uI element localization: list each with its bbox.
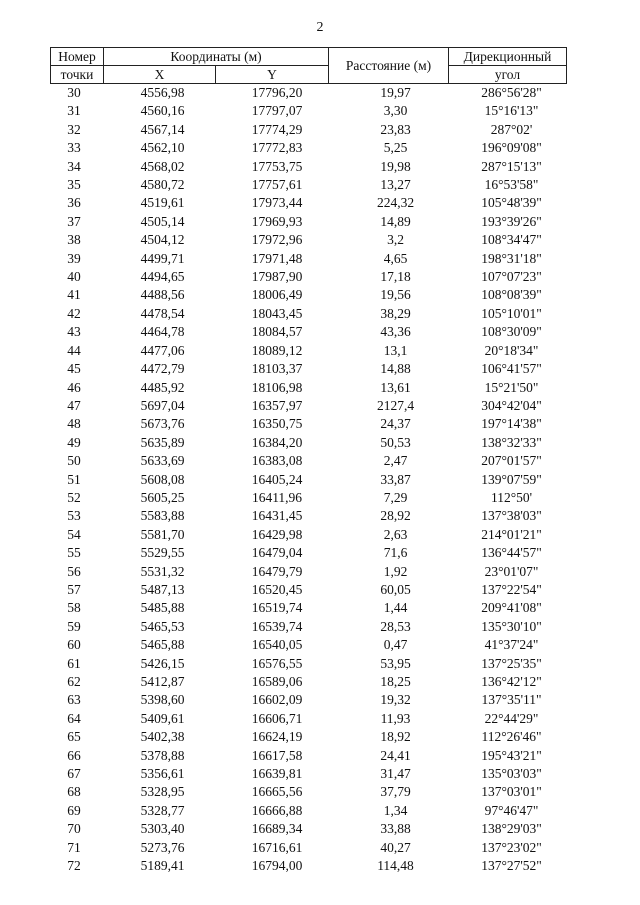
- point-number-cell: 41: [67, 287, 81, 303]
- point-number-cell: 33: [67, 140, 81, 156]
- distance-cell: 18,92: [380, 729, 411, 745]
- y-coordinate-cell: 17774,29: [251, 121, 303, 137]
- x-coordinate-cell: 4505,14: [140, 213, 185, 229]
- angle-cell: 137°03'01": [481, 784, 542, 800]
- header-point-number-top: Номер: [58, 49, 96, 64]
- angle-cell: 112°50': [490, 489, 533, 505]
- angle-cell: 304°42'04": [481, 397, 542, 413]
- x-coordinate-cell: 5581,70: [140, 526, 185, 542]
- point-number-cell: 54: [67, 526, 81, 542]
- distance-cell: 33,88: [380, 821, 411, 837]
- y-coordinate-cell: 17969,93: [251, 213, 303, 229]
- table-row: [51, 857, 567, 875]
- table-body: [51, 84, 567, 876]
- point-number-cell: 68: [67, 784, 81, 800]
- y-coordinate-cell: 18089,12: [251, 342, 303, 358]
- point-number-cell: 46: [67, 379, 81, 395]
- point-number-cell: 63: [67, 692, 81, 708]
- table-row: [51, 415, 567, 433]
- point-number-cell: 69: [67, 802, 81, 818]
- y-coordinate-cell: 16405,24: [251, 471, 303, 487]
- x-coordinate-cell: 4562,10: [140, 140, 185, 156]
- header-coordinates: Координаты (м): [104, 48, 329, 66]
- distance-cell: 40,27: [380, 839, 411, 855]
- point-number-cell: 62: [67, 674, 81, 689]
- angle-cell: 22°44'29": [484, 710, 539, 726]
- distance-cell: 7,29: [383, 489, 408, 505]
- x-coordinate-cell: 4560,16: [140, 103, 185, 119]
- x-coordinate-cell: 5378,88: [140, 747, 185, 763]
- point-number-cell: 32: [67, 121, 81, 137]
- point-number-cell: 47: [67, 397, 81, 413]
- angle-cell: 138°32'33": [481, 434, 542, 450]
- x-coordinate-cell: 5328,95: [140, 784, 185, 800]
- y-coordinate-cell: 16794,00: [251, 858, 303, 874]
- y-coordinate-cell: 17971,48: [251, 250, 303, 266]
- angle-cell: 137°27'52": [481, 858, 542, 874]
- point-number-cell: 35: [67, 177, 81, 193]
- distance-cell: 14,89: [380, 213, 411, 229]
- distance-cell: 43,36: [380, 324, 411, 340]
- angle-cell: 137°25'35": [481, 655, 542, 671]
- y-coordinate-cell: 16479,04: [251, 545, 303, 561]
- table-row: [51, 673, 567, 691]
- table-row: [51, 544, 567, 562]
- y-coordinate-cell: 16624,19: [251, 729, 303, 745]
- header-x: X: [104, 66, 216, 84]
- point-number-cell: 60: [67, 637, 81, 653]
- point-number-cell: 65: [67, 729, 81, 745]
- table-row: [51, 489, 567, 507]
- x-coordinate-cell: 4499,71: [140, 250, 185, 266]
- y-coordinate-cell: 16384,20: [251, 434, 303, 450]
- angle-cell: 15°16'13": [484, 103, 539, 119]
- x-coordinate-cell: 5529,55: [140, 545, 185, 561]
- table-row: [51, 507, 567, 525]
- angle-cell: 135°30'10": [481, 618, 542, 634]
- table-row: [51, 636, 567, 654]
- x-coordinate-cell: 4472,79: [140, 361, 185, 377]
- point-number-cell: 66: [67, 747, 81, 763]
- distance-cell: 0,47: [383, 637, 408, 653]
- x-coordinate-cell: 4567,14: [140, 121, 185, 137]
- distance-cell: 2,63: [383, 526, 408, 542]
- coordinates-table: [50, 47, 567, 875]
- point-number-cell: 44: [67, 342, 81, 358]
- x-coordinate-cell: 5608,08: [140, 471, 185, 487]
- table-row: [51, 158, 567, 176]
- angle-cell: 287°02': [490, 121, 533, 137]
- header-angle-bottom: угол: [449, 66, 567, 84]
- distance-cell: 1,92: [383, 563, 408, 579]
- table-row: [51, 581, 567, 599]
- x-coordinate-cell: 5402,38: [140, 729, 185, 745]
- y-coordinate-cell: 17753,75: [251, 158, 303, 174]
- distance-cell: 38,29: [380, 305, 411, 321]
- x-coordinate-cell: 5531,32: [140, 563, 185, 579]
- x-coordinate-cell: 5409,61: [140, 710, 185, 726]
- table-row: [51, 323, 567, 341]
- x-coordinate-cell: 5583,88: [140, 508, 185, 524]
- distance-cell: 1,44: [383, 600, 408, 616]
- y-coordinate-cell: 18043,45: [251, 305, 303, 321]
- y-coordinate-cell: 16429,98: [251, 526, 303, 542]
- y-coordinate-cell: 16539,74: [251, 618, 303, 634]
- distance-cell: 13,27: [380, 177, 411, 193]
- angle-cell: 16°53'58": [484, 177, 539, 193]
- y-coordinate-cell: 17987,90: [251, 269, 303, 285]
- angle-cell: 106°41'57": [481, 361, 542, 377]
- point-number-cell: 37: [67, 213, 81, 229]
- table-row: [51, 250, 567, 268]
- point-number-cell: 55: [67, 545, 81, 561]
- angle-cell: 196°09'08": [481, 140, 542, 156]
- y-coordinate-cell: 16357,97: [251, 397, 303, 413]
- distance-cell: 28,53: [380, 618, 411, 634]
- table-row: [51, 599, 567, 617]
- distance-cell: 13,61: [380, 379, 411, 395]
- y-coordinate-cell: 16411,96: [251, 489, 303, 505]
- y-coordinate-cell: 16665,56: [251, 784, 303, 800]
- table-row: [51, 231, 567, 249]
- angle-cell: 287°15'13": [481, 158, 542, 174]
- distance-cell: 33,87: [380, 471, 411, 487]
- y-coordinate-cell: 17797,07: [251, 103, 303, 119]
- header-distance: Расстояние (м): [329, 48, 449, 84]
- angle-cell: 193°39'26": [481, 213, 542, 229]
- header-angle-top: Дирекционный: [449, 48, 567, 66]
- angle-cell: 136°44'57": [481, 545, 542, 561]
- angle-cell: 137°38'03": [481, 508, 542, 524]
- point-number-cell: 43: [67, 324, 81, 340]
- x-coordinate-cell: 5635,89: [140, 434, 185, 450]
- angle-cell: 214°01'21": [481, 526, 542, 542]
- point-number-cell: 42: [67, 305, 81, 321]
- distance-cell: 13,1: [383, 342, 408, 358]
- point-number-cell: 71: [67, 839, 81, 855]
- distance-cell: 5,25: [383, 140, 408, 156]
- x-coordinate-cell: 5398,60: [140, 692, 185, 708]
- table-row: [51, 471, 567, 489]
- table-row: [51, 434, 567, 452]
- x-coordinate-cell: 5633,69: [140, 453, 185, 469]
- header-point-number-bottom: точки: [51, 66, 104, 84]
- x-coordinate-cell: 5426,15: [140, 655, 185, 671]
- table-row: [51, 526, 567, 544]
- x-coordinate-cell: 5465,53: [140, 618, 185, 634]
- distance-cell: 14,88: [380, 361, 411, 377]
- distance-cell: 3,30: [383, 103, 408, 119]
- table-row: [51, 691, 567, 709]
- table-row: [51, 102, 567, 120]
- x-coordinate-cell: 4580,72: [140, 177, 185, 193]
- angle-cell: 112°26'46": [481, 729, 542, 745]
- point-number-cell: 67: [67, 766, 81, 782]
- angle-cell: 137°22'54": [481, 581, 542, 597]
- distance-cell: 4,65: [383, 250, 408, 266]
- y-coordinate-cell: 17973,44: [251, 195, 303, 211]
- angle-cell: 97°46'47": [484, 802, 539, 818]
- angle-cell: 108°30'09": [481, 324, 542, 340]
- table-row: [51, 618, 567, 636]
- table-row: [51, 176, 567, 194]
- angle-cell: 20°18'34": [484, 342, 539, 358]
- point-number-cell: 53: [67, 508, 81, 524]
- distance-cell: 37,79: [380, 784, 411, 800]
- point-number-cell: 40: [67, 269, 81, 285]
- distance-cell: 2,47: [383, 453, 408, 469]
- distance-cell: 224,32: [376, 195, 415, 211]
- distance-cell: 2127,4: [376, 397, 415, 413]
- distance-cell: 71,6: [383, 545, 408, 561]
- x-coordinate-cell: 5673,76: [140, 416, 185, 432]
- x-coordinate-cell: 4488,56: [140, 287, 185, 303]
- angle-cell: 105°48'39": [481, 195, 542, 211]
- table-row: [51, 121, 567, 139]
- x-coordinate-cell: 4519,61: [140, 195, 185, 211]
- distance-cell: 19,32: [380, 692, 411, 708]
- table-row: [51, 139, 567, 157]
- angle-cell: 195°43'21": [481, 747, 542, 763]
- distance-cell: 24,37: [380, 416, 411, 432]
- distance-cell: 17,18: [380, 269, 411, 285]
- angle-cell: 137°23'02": [481, 839, 542, 855]
- distance-cell: 31,47: [380, 766, 411, 782]
- y-coordinate-cell: 16479,79: [251, 563, 303, 579]
- point-number-cell: 30: [67, 85, 81, 100]
- x-coordinate-cell: 4568,02: [140, 158, 185, 174]
- point-number-cell: 52: [67, 489, 81, 505]
- x-coordinate-cell: 4556,98: [140, 85, 185, 100]
- table-row: [51, 747, 567, 765]
- angle-cell: 136°42'12": [481, 674, 542, 689]
- page-number: 2: [316, 20, 324, 35]
- point-number-cell: 72: [67, 858, 81, 874]
- point-number-cell: 64: [67, 710, 81, 726]
- table-row: [51, 397, 567, 415]
- y-coordinate-cell: 16383,08: [251, 453, 303, 469]
- point-number-cell: 39: [67, 250, 81, 266]
- y-coordinate-cell: 16431,45: [251, 508, 303, 524]
- x-coordinate-cell: 5356,61: [140, 766, 185, 782]
- table-row: [51, 802, 567, 820]
- y-coordinate-cell: 16689,34: [251, 821, 303, 837]
- x-coordinate-cell: 4464,78: [140, 324, 185, 340]
- table-row: [51, 286, 567, 304]
- angle-cell: 198°31'18": [481, 250, 542, 266]
- x-coordinate-cell: 5412,87: [140, 674, 185, 689]
- y-coordinate-cell: 16617,58: [251, 747, 303, 763]
- x-coordinate-cell: 4478,54: [140, 305, 185, 321]
- y-coordinate-cell: 18006,49: [251, 287, 303, 303]
- distance-cell: 23,83: [380, 121, 411, 137]
- distance-cell: 60,05: [380, 581, 411, 597]
- y-coordinate-cell: 17796,20: [251, 85, 303, 100]
- y-coordinate-cell: 16639,81: [251, 766, 303, 782]
- point-number-cell: 49: [67, 434, 81, 450]
- angle-cell: 207°01'57": [481, 453, 542, 469]
- y-coordinate-cell: 16589,06: [251, 674, 303, 689]
- table-row: [51, 379, 567, 397]
- x-coordinate-cell: 5487,13: [140, 581, 185, 597]
- y-coordinate-cell: 18106,98: [251, 379, 303, 395]
- x-coordinate-cell: 5465,88: [140, 637, 185, 653]
- table-row: [51, 213, 567, 231]
- angle-cell: 286°56'28": [481, 85, 542, 100]
- distance-cell: 11,93: [380, 710, 411, 726]
- angle-cell: 137°35'11": [481, 692, 542, 708]
- table-row: [51, 194, 567, 212]
- distance-cell: 19,97: [380, 85, 411, 100]
- table-row: [51, 452, 567, 470]
- angle-cell: 138°29'03": [481, 821, 542, 837]
- x-coordinate-cell: 4485,92: [140, 379, 185, 395]
- distance-cell: 24,41: [380, 747, 411, 763]
- x-coordinate-cell: 5273,76: [140, 839, 185, 855]
- header-y: Y: [216, 66, 329, 84]
- distance-cell: 19,98: [380, 158, 411, 174]
- point-number-cell: 34: [67, 158, 81, 174]
- x-coordinate-cell: 5605,25: [140, 489, 185, 505]
- point-number-cell: 45: [67, 361, 81, 377]
- angle-cell: 41°37'24": [484, 637, 539, 653]
- angle-cell: 197°14'38": [481, 416, 542, 432]
- point-number-cell: 57: [67, 581, 81, 597]
- table-row: [51, 342, 567, 360]
- angle-cell: 209°41'08": [481, 600, 542, 616]
- angle-cell: 15°21'50": [484, 379, 539, 395]
- table-row: [51, 305, 567, 323]
- y-coordinate-cell: 16540,05: [251, 637, 303, 653]
- y-coordinate-cell: 16716,61: [251, 839, 303, 855]
- point-number-cell: 59: [67, 618, 81, 634]
- table-row: [51, 655, 567, 673]
- table-row: [51, 710, 567, 728]
- angle-cell: 23°01'07": [484, 563, 539, 579]
- point-number-cell: 31: [67, 103, 81, 119]
- point-number-cell: 58: [67, 600, 81, 616]
- distance-cell: 28,92: [380, 508, 411, 524]
- x-coordinate-cell: 4494,65: [140, 269, 185, 285]
- distance-cell: 53,95: [380, 655, 411, 671]
- point-number-cell: 70: [67, 821, 81, 837]
- x-coordinate-cell: 5697,04: [140, 397, 185, 413]
- y-coordinate-cell: 16520,45: [251, 581, 303, 597]
- y-coordinate-cell: 16666,88: [251, 802, 303, 818]
- point-number-cell: 36: [67, 195, 81, 211]
- y-coordinate-cell: 17972,96: [251, 232, 303, 248]
- table-row: [51, 839, 567, 857]
- y-coordinate-cell: 16350,75: [251, 416, 303, 432]
- y-coordinate-cell: 16519,74: [251, 600, 303, 616]
- distance-cell: 114,48: [377, 858, 414, 874]
- angle-cell: 108°08'39": [481, 287, 542, 303]
- x-coordinate-cell: 4477,06: [140, 342, 185, 358]
- y-coordinate-cell: 16602,09: [251, 692, 303, 708]
- point-number-cell: 51: [67, 471, 81, 487]
- point-number-cell: 48: [67, 416, 81, 432]
- table-header: [51, 48, 567, 84]
- x-coordinate-cell: 5485,88: [140, 600, 185, 616]
- distance-cell: 19,56: [380, 287, 411, 303]
- distance-cell: 18,25: [380, 674, 411, 689]
- table-row: [51, 783, 567, 801]
- y-coordinate-cell: 16576,55: [251, 655, 303, 671]
- distance-cell: 50,53: [380, 434, 411, 450]
- angle-cell: 105°10'01": [481, 305, 542, 321]
- table-row: [51, 563, 567, 581]
- y-coordinate-cell: 17772,83: [251, 140, 303, 156]
- angle-cell: 107°07'23": [481, 269, 542, 285]
- table-row: [51, 360, 567, 378]
- angle-cell: 139°07'59": [481, 471, 542, 487]
- y-coordinate-cell: 16606,71: [251, 710, 303, 726]
- distance-cell: 1,34: [383, 802, 408, 818]
- x-coordinate-cell: 5303,40: [140, 821, 185, 837]
- y-coordinate-cell: 18103,37: [251, 361, 303, 377]
- distance-cell: 3,2: [387, 232, 404, 248]
- x-coordinate-cell: 4504,12: [140, 232, 185, 248]
- y-coordinate-cell: 17757,61: [251, 177, 303, 193]
- angle-cell: 135°03'03": [481, 766, 542, 782]
- point-number-cell: 38: [67, 232, 81, 248]
- table-row: [51, 728, 567, 746]
- table-row: [51, 84, 567, 103]
- point-number-cell: 56: [67, 563, 81, 579]
- angle-cell: 108°34'47": [481, 232, 542, 248]
- x-coordinate-cell: 5189,41: [140, 858, 185, 874]
- header-point-number: [51, 48, 104, 66]
- x-coordinate-cell: 5328,77: [140, 802, 185, 818]
- point-number-cell: 50: [67, 453, 81, 469]
- table-row: [51, 268, 567, 286]
- y-coordinate-cell: 18084,57: [251, 324, 303, 340]
- point-number-cell: 61: [67, 655, 81, 671]
- table-row: [51, 820, 567, 838]
- table-row: [51, 765, 567, 783]
